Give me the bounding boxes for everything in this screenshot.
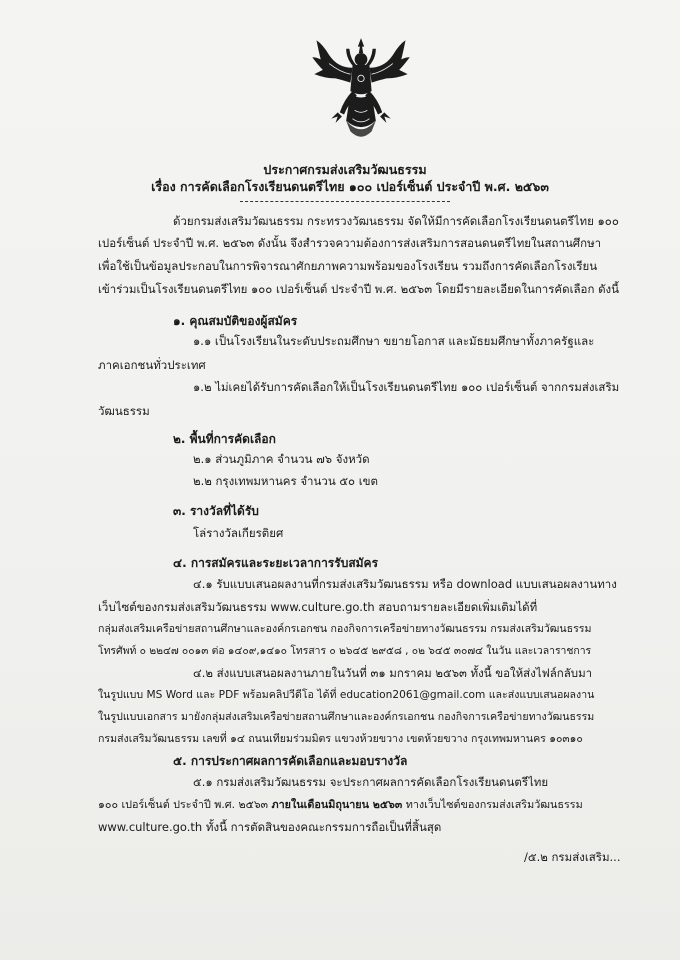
garuda-emblem xyxy=(308,36,414,142)
body-line: กรมส่งเสริมวัฒนธรรม เลขที่ ๑๔ ถนนเทียมร่วมมิตร แขวงห้วยขวาง เขตห้วยขวาง กรุงเทพมหานคร ๑๐๓๑๐ xyxy=(98,733,583,745)
body-line: โทรศัพท์ ๐ ๒๒๔๗ ๐๐๑๓ ต่อ ๑๔๐๙,๑๔๑๐ โทรสาร ๐ ๒๖๔๕ ๒๙๕๘ , ๐๒ ๖๔๕ ๓๐๗๔ ในวัน และเวลาราชการ xyxy=(98,645,592,657)
intro-line: ด้วยกรมส่งเสริมวัฒนธรรม กระทรวงวัฒนธรรม จัดให้มีการคัดเลือกโรงเรียนดนตรีไทย ๑๐๐ xyxy=(173,214,619,228)
section-heading: ๓. รางวัลที่ได้รับ xyxy=(173,504,259,518)
body-line: ๑.๑ เป็นโรงเรียนในระดับประถมศึกษา ขยายโอกาส และมัธยมศึกษาทั้งภาครัฐและ xyxy=(193,334,595,348)
body-line: www.culture.go.th ทั้งนี้ การตัดสินของคณะกรรมการถือเป็นที่สิ้นสุด xyxy=(98,820,442,834)
body-line: ๔.๑ รับแบบเสนอผลงานที่กรมส่งเสริมวัฒนธรรม หรือ download แบบเสนอผลงานทาง xyxy=(193,577,617,591)
body-line: ๑.๒ ไม่เคยได้รับการคัดเลือกให้เป็นโรงเรียนดนตรีไทย ๑๐๐ เปอร์เซ็นต์ จากกรมส่งเสริม xyxy=(193,380,620,394)
body-text: ทางเว็บไซต์ของกรมส่งเสริมวัฒนธรรม xyxy=(402,798,583,811)
body-line: ๔.๒ ส่งแบบเสนอผลงานภายในวันที่ ๓๑ มกราคม ๒๕๖๓ ทั้งนี้ ขอให้ส่งไฟล์กลับมา xyxy=(193,666,593,680)
body-line: ในรูปแบบ MS Word และ PDF พร้อมคลิปวีดีโอ ได้ที่ education2061@gmail.com และส่งแบบเสนอผลงาน xyxy=(98,689,595,701)
body-line xyxy=(98,796,583,814)
body-line: ๒.๒ กรุงเทพมหานคร จำนวน ๕๐ เขต xyxy=(193,474,378,488)
body-line: ในรูปแบบเอกสาร มายังกลุ่มส่งเสริมเครือข่ายสถานศึกษาและองค์กรเอกชน กองกิจการเครือข่ายทางวัฒนธรรม xyxy=(98,711,595,723)
intro-line: เข้าร่วมเป็นโรงเรียนดนตรีไทย ๑๐๐ เปอร์เซ็นต์ ประจำปี พ.ศ. ๒๕๖๓ โดยมีรายละเอียดในการคัดเลือก ดังนี้ xyxy=(98,282,620,296)
divider xyxy=(240,201,450,202)
body-line: ๒.๑ ส่วนภูมิภาค จำนวน ๗๖ จังหวัด xyxy=(193,452,370,466)
body-line: เว็บไซต์ของกรมส่งเสริมวัฒนธรรม www.culture.go.th สอบถามรายละเอียดเพิ่มเติมได้ที่ xyxy=(98,600,538,614)
emphasis-date: ภายในเดือนมิถุนายน ๒๕๖๓ xyxy=(271,798,403,811)
announcement-title: ประกาศกรมส่งเสริมวัฒนธรรม xyxy=(263,162,427,177)
announcement-subject: เรื่อง การคัดเลือกโรงเรียนดนตรีไทย ๑๐๐ เปอร์เซ็นต์ ประจำปี พ.ศ. ๒๕๖๓ xyxy=(151,179,549,194)
section-heading: ๒. พื้นที่การคัดเลือก xyxy=(173,432,276,446)
body-line: ภาคเอกชนทั่วประเทศ xyxy=(98,358,206,372)
section-heading: ๑. คุณสมบัติของผู้สมัคร xyxy=(173,314,298,328)
continuation-note: /๕.๒ กรมส่งเสริม... xyxy=(524,850,621,864)
body-line: กลุ่มส่งเสริมเครือข่ายสถานศึกษาและองค์กรเอกชน กองกิจการเครือข่ายทางวัฒนธรรม กรมส่งเสริมวัฒนธรรม xyxy=(98,623,592,635)
intro-line: เปอร์เซ็นต์ ประจำปี พ.ศ. ๒๕๖๓ ดังนั้น จึงสำรวจความต้องการส่งเสริมการสอนดนตรีไทยในสถานศึกษา xyxy=(98,236,602,250)
body-line: โล่รางวัลเกียรติยศ xyxy=(193,526,284,540)
section-heading: ๔. การสมัครและระยะเวลาการรับสมัคร xyxy=(173,556,379,570)
section-heading: ๕. การประกาศผลการคัดเลือกและมอบรางวัล xyxy=(173,754,408,768)
intro-line: เพื่อใช้เป็นข้อมูลประกอบในการพิจารณาศักยภาพความพร้อมของโรงเรียน รวมถึงการคัดเลือกโรงเรียน xyxy=(98,259,598,273)
body-line: วัฒนธรรม xyxy=(98,404,150,418)
body-text: ๑๐๐ เปอร์เซ็นต์ ประจำปี พ.ศ. ๒๕๖๓ xyxy=(98,798,272,811)
body-line: ๕.๑ กรมส่งเสริมวัฒนธรรม จะประกาศผลการคัดเลือกโรงเรียนดนตรีไทย xyxy=(193,775,549,789)
